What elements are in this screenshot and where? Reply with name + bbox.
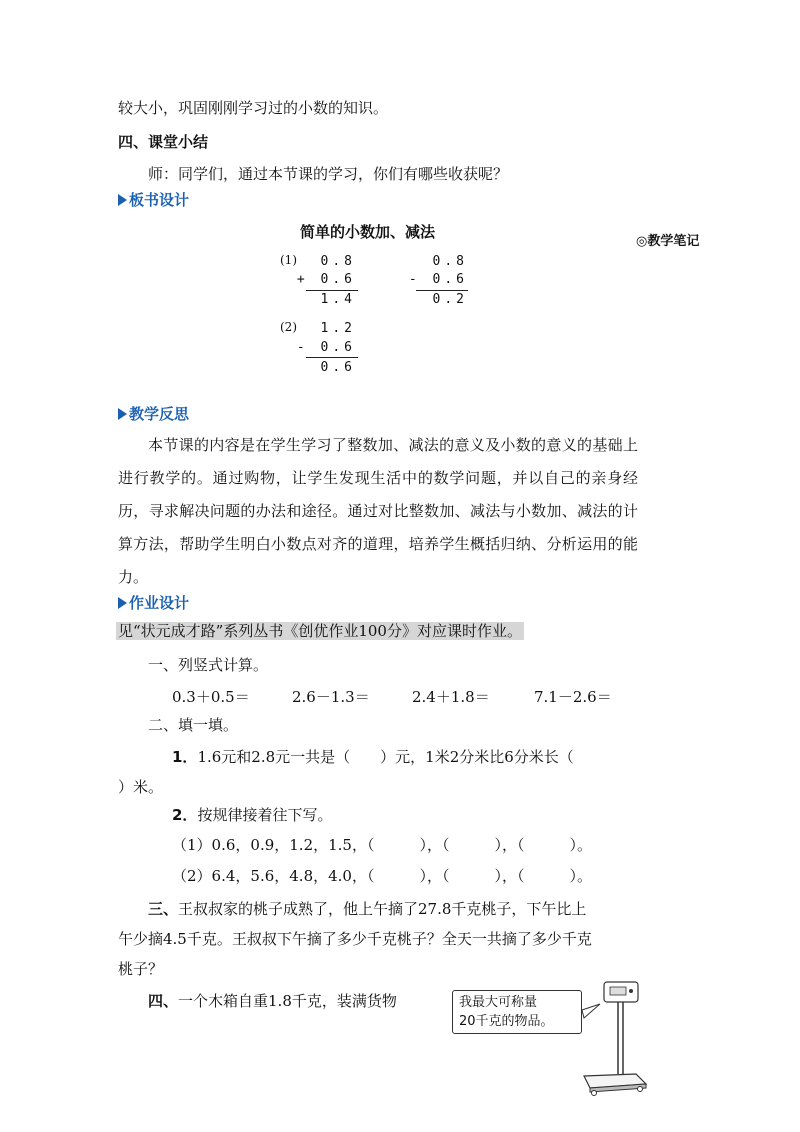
teaching-notes-label: ◎教学笔记 [636, 234, 700, 249]
q3-label: 三、 [148, 900, 179, 918]
q1-title: 一、列竖式计算。 [148, 656, 269, 674]
q1-item-4: 7.1－2.6＝ [534, 688, 612, 706]
board-title: 简单的小数加、减法 [300, 223, 436, 241]
calc1-sub-result: 0.2 [432, 292, 468, 307]
q2-2-number: 2． [172, 806, 198, 824]
calc2-sub-line [306, 357, 358, 358]
q1-item-1: 0.3＋0.5＝ [172, 688, 250, 706]
q2-2-text: 按规律接着往下写。 [197, 806, 333, 824]
homework-heading [118, 593, 189, 613]
board-design-heading-label: 板书设计 [129, 191, 190, 209]
scale-bubble-line1: 我最大可称量 [459, 995, 538, 1010]
q2-2-line [172, 805, 332, 825]
calc2-sub-result: 0.6 [320, 360, 356, 375]
calc1-add-result: 1.4 [320, 292, 356, 307]
q2-1-text: 1.6元和2.8元一共是（ ）元，1米2分米比6分米长（ [197, 748, 574, 766]
board-design-heading [118, 190, 189, 210]
calc1-add-a: 0.8 [320, 254, 356, 269]
calc1-sub-a: 0.8 [432, 254, 468, 269]
q2-1-number: 1． [172, 748, 198, 766]
q1-item-3: 2.4＋1.8＝ [412, 688, 490, 706]
homework-reference [116, 621, 524, 641]
calc1-label: (1) [280, 253, 297, 267]
calc1-add-b: + 0.6 [296, 272, 356, 287]
q2-1-line2: ）米。 [118, 778, 164, 796]
calc2-sub-b: - 0.6 [296, 340, 356, 355]
q3-text-1: 王叔叔家的桃子成熟了，他上午摘了27.8千克桃子，下午比上 [178, 900, 587, 918]
homework-reference-text: 见“状元成才路”系列丛书《创优作业100分》对应课时作业。 [118, 622, 522, 640]
reflection-heading [118, 404, 189, 424]
reflection-paragraph: 本节课的内容是在学生学习了整数加、减法的意义及小数的意义的基础上进行教学的。通过购物，让学生发现生活中的数学问题，并以自己的亲身经历，寻求解决问题的办法和途径。通过对比整数加、减法与小数加、减法的计算方法，帮助学生明白小数点对齐的道理，培养学生概括归纳、分析运用的能力。 [118, 436, 638, 586]
q2-1-line1 [172, 747, 574, 767]
continued-text: 较大小，巩固刚刚学习过的小数的知识。 [118, 99, 389, 117]
calc1-sub-b: - 0.6 [408, 272, 468, 287]
calc2-sub-a: 1.2 [320, 321, 356, 336]
q3-line2: 午少摘4.5千克。王叔叔下午摘了多少千克桃子？全天一共摘了多少千克 [118, 930, 592, 948]
homework-heading-label: 作业设计 [129, 594, 190, 612]
scale-bubble-line2: 20千克的物品。 [459, 1014, 554, 1029]
triangle-icon [118, 408, 127, 420]
calc2-label: (2) [280, 320, 297, 334]
q4-line [148, 991, 397, 1011]
scale-speech-bubble [452, 990, 582, 1034]
q3-line1 [148, 899, 586, 919]
triangle-icon [118, 597, 127, 609]
q2-title: 二、填一填。 [148, 716, 239, 734]
q2-2-sequence-b: （2）6.4，5.6，4.8，4.0，（ ），（ ），（ ）。 [172, 867, 592, 885]
teacher-line: 师：同学们，通过本节课的学习，你们有哪些收获呢？ [148, 165, 509, 183]
q2-2-sequence-a: （1）0.6，0.9，1.2，1.5，（ ），（ ），（ ）。 [172, 836, 592, 854]
reflection-heading-label: 教学反思 [129, 405, 190, 423]
q4-text: 一个木箱自重1.8千克，装满货物 [178, 992, 397, 1010]
q4-label: 四、 [148, 992, 179, 1010]
scale-icon [570, 978, 650, 1098]
q3-line3: 桃子？ [118, 960, 164, 978]
triangle-icon [118, 194, 127, 206]
section-title-summary: 四、课堂小结 [118, 133, 209, 151]
q1-item-2: 2.6－1.3＝ [292, 688, 370, 706]
